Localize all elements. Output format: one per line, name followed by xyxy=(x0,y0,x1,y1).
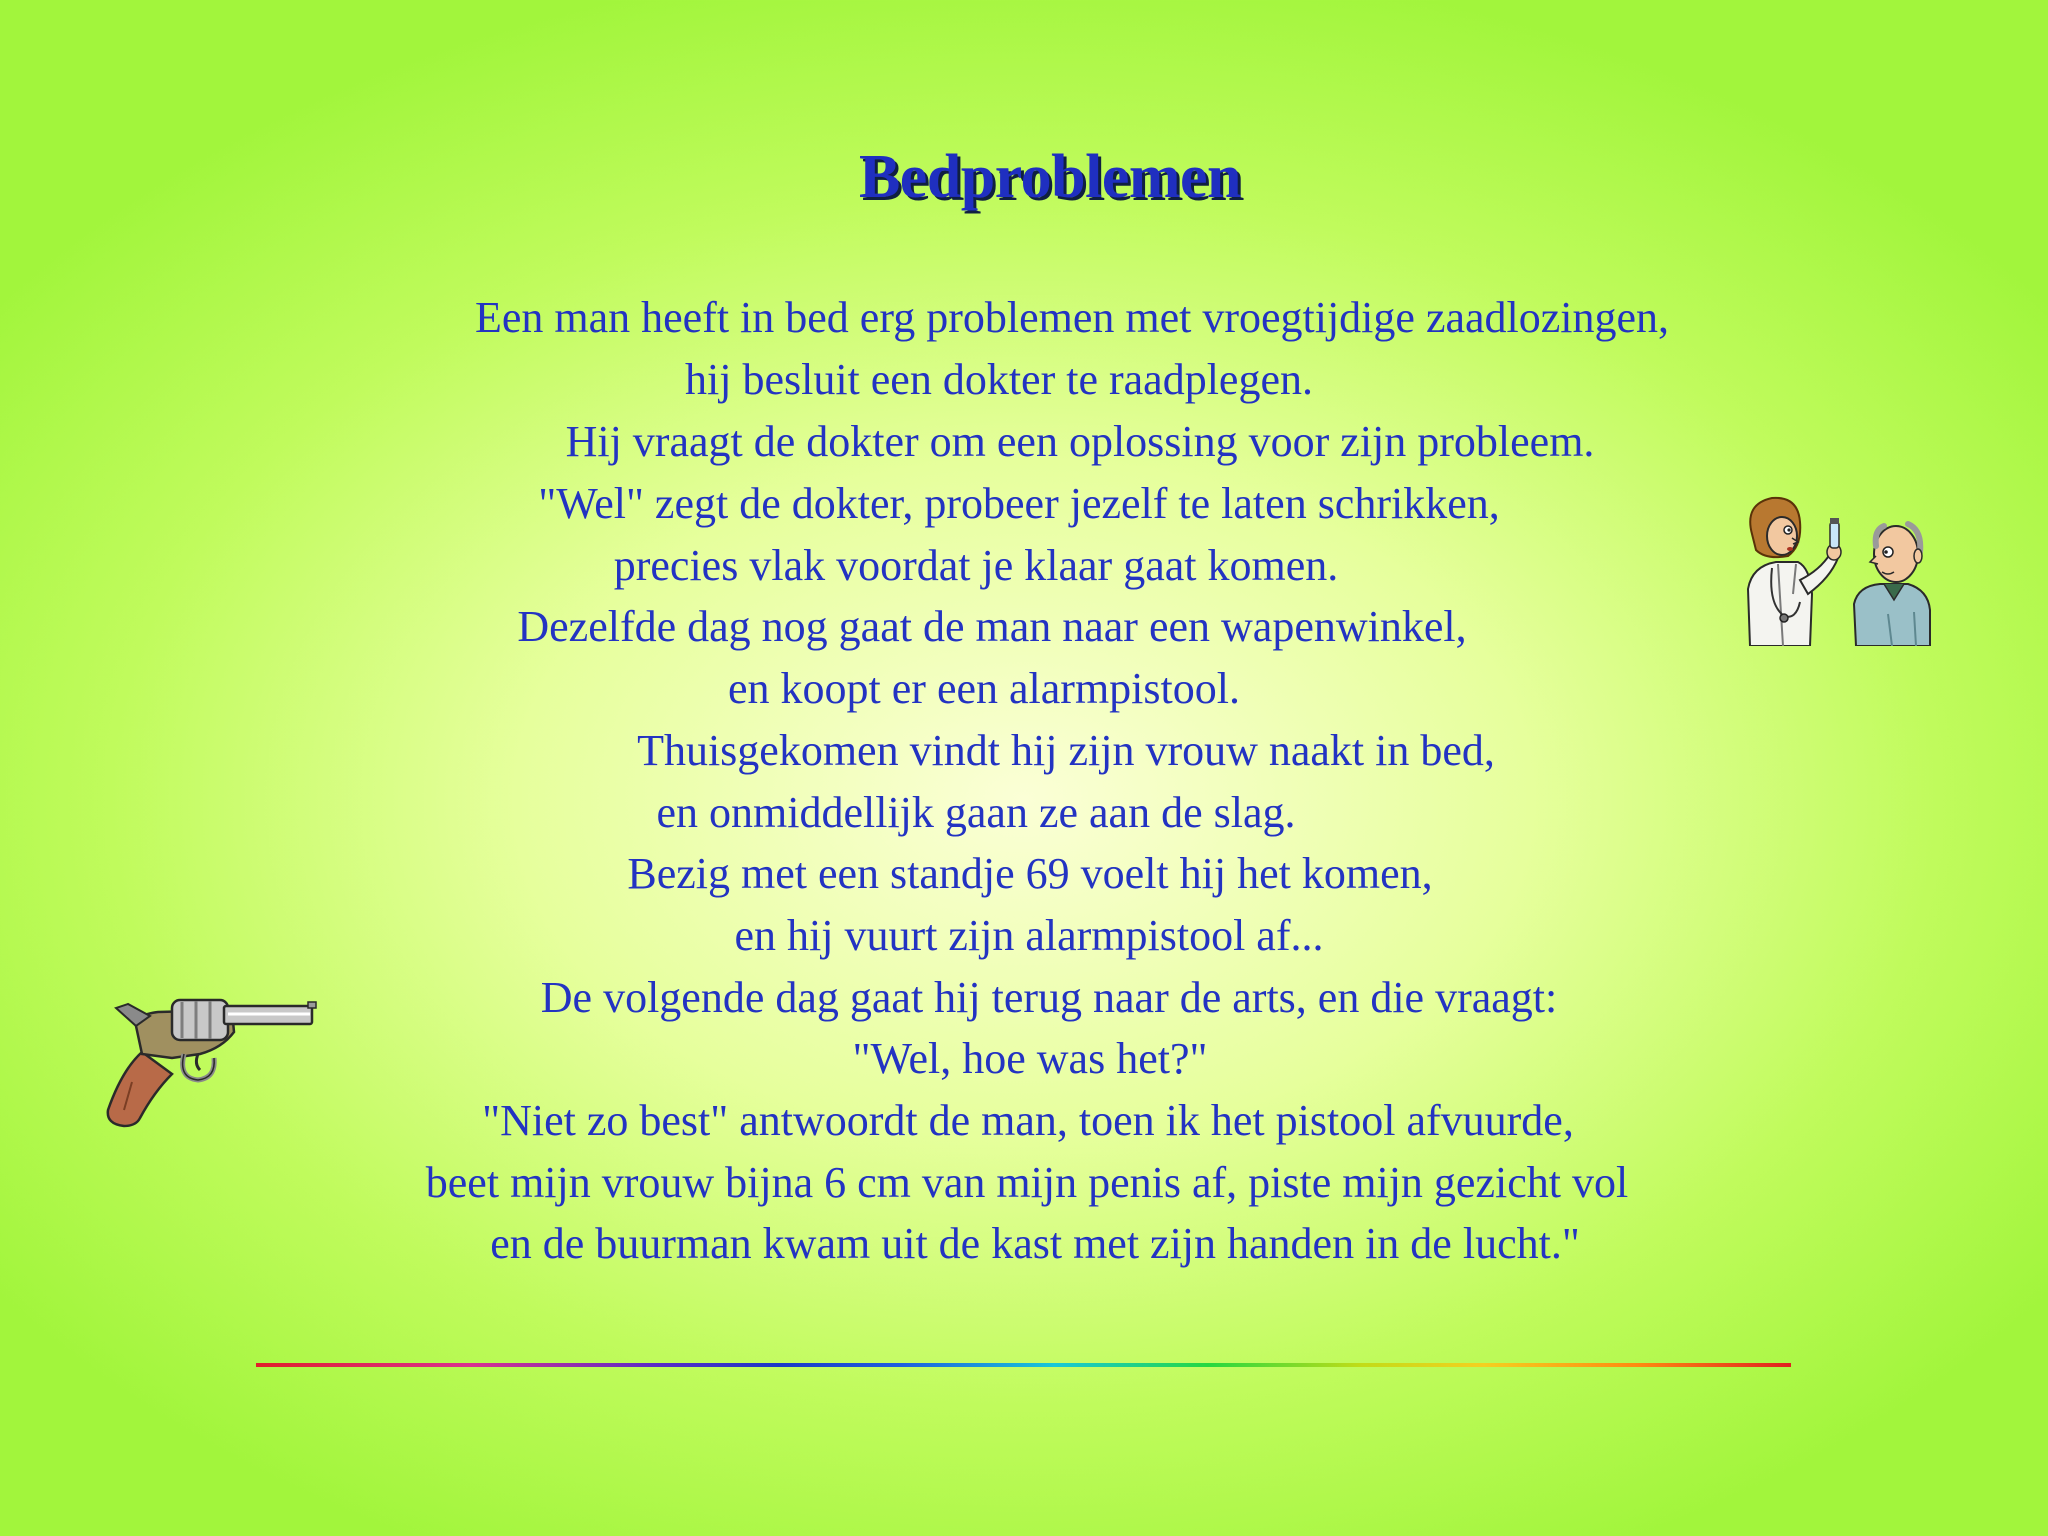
story-line-16: en de buurman kwam uit de kast met zijn handen in de lucht." xyxy=(490,1219,1580,1268)
story-line-5: precies vlak voordat je klaar gaat komen. xyxy=(613,541,1339,590)
story-line-6: Dezelfde dag nog gaat de man naar een wapenwinkel, xyxy=(517,602,1467,651)
rainbow-divider xyxy=(256,1363,1791,1367)
story-line-2: hij besluit een dokter te raadplegen. xyxy=(685,355,1313,404)
page-title: Bedproblemen xyxy=(858,143,1242,211)
story-line-12: De volgende dag gaat hij terug naar de arts, en die vraagt: xyxy=(540,973,1558,1022)
story-line-14: "Niet zo best" antwoordt de man, toen ik het pistool afvuurde, xyxy=(482,1096,1574,1145)
story-line-11: en hij vuurt zijn alarmpistool af... xyxy=(734,911,1324,960)
story-line-7: en koopt er een alarmpistool. xyxy=(728,664,1240,713)
story-line-3: Hij vraagt de dokter om een oplossing voor zijn probleem. xyxy=(565,417,1595,466)
story-line-8: Thuisgekomen vindt hij zijn vrouw naakt in bed, xyxy=(637,726,1495,775)
story-line-9: en onmiddellijk gaan ze aan de slag. xyxy=(656,788,1296,837)
story-line-13: "Wel, hoe was het?" xyxy=(852,1034,1208,1083)
story-line-4: "Wel" zegt de dokter, probeer jezelf te laten schrikken, xyxy=(538,479,1500,528)
doctor-patient-icon xyxy=(1738,494,1932,646)
revolver-icon xyxy=(102,992,322,1130)
story-line-10: Bezig met een standje 69 voelt hij het komen, xyxy=(627,849,1433,898)
story-line-15: beet mijn vrouw bijna 6 cm van mijn penis af, piste mijn gezicht vol xyxy=(425,1158,1629,1207)
story-line-1: Een man heeft in bed erg problemen met vroegtijdige zaadlozingen, xyxy=(474,293,1670,342)
